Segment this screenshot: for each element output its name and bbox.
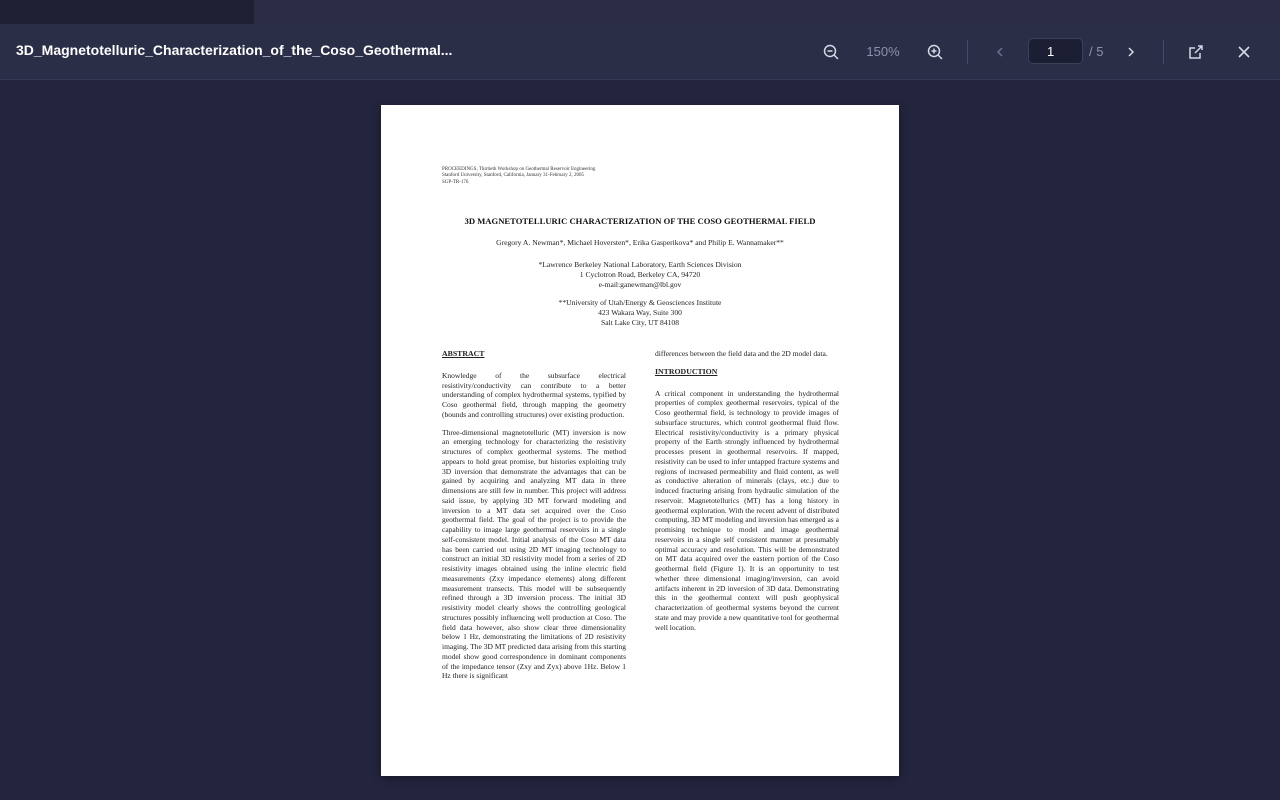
affiliation-line: **University of Utah/Energy & Geosciences Institute: [558, 298, 722, 307]
proceedings-header: [442, 167, 595, 186]
close-viewer-button[interactable]: [1231, 39, 1257, 65]
close-icon: [1237, 45, 1251, 59]
abstract-paragraph: Three-dimensional magnetotelluric (MT) inversion is now an emerging technology for characterizing the resistivity structures of complex geothermal systems. The method appears to hold great promise, but histories exploiting truly 3D inversion that demonstrate the advantages that can be gained by acquiring and analyzing MT data in three dimensions are still few in number. This project will address said issue, by applying 3D MT forward modeling and inversion to a MT data set acquired over the Coso geothermal field. The goal of the project is to provide the capability to image large geothermal reservoirs in a single self-consistent model. Initial analysis of the Coso MT data has been carried out using 2D MT imaging technology to construct an initial 3D resistivity model from a series of 2D resistivity images obtained using the inline electric field measurements (Zxy impedance elements) along different measurement transects. This model will be subsequently refined through a 3D inversion process. The initial 3D resistivity model clearly shows the controlling geological structures possibly influencing well production at Coso. The field data however, also show clear three dimensionality below 1 Hz, demonstrating the limitations of 2D resistivity imaging. The 3D MT predicted data arising from this starting model show good correspondence in dominant components of the impedance tensor (Zxy and Zyx) above 1Hz. Below 1 Hz there is significant: [442, 427, 626, 681]
zoom-out-icon: [823, 44, 839, 60]
introduction-paragraph: A critical component in understanding the hydrothermal properties of complex geothermal reservoirs, typical of the Coso geothermal field, is technology to provide images of subsurface structures, which control geothermal fluid flow. Electrical resistivity/conductivity is a primary physical property of the Earth strongly influenced by hydrothermal processes present in geothermal reservoirs. If mapped, resistivity can be used to infer untapped fracture systems and regions of increased permeability and fluid content, as well as conductive alteration of minerals (clays, etc.) due to induced fracturing arising from hydraulic simulation of the reservoir. Magnetotellurics (MT) has a long history in geothermal exploration. With the recent advent of distributed computing, 3D MT modeling and inversion has emerged as a promising technique to model and image geothermal reservoirs in a single self consistent manner at presumably optimal accuracy and resolution. This will be demonstrated on MT data acquired over the eastern portion of the Coso geothermal field (Figure 1). It is an opportunity to test whether three dimensional imaging/inversion, can avoid artifacts inherent in 2D inversion of 3D data. Demonstrating this in the geothermal context will push geophysical characterization of geothermal systems beyond the current state and may provide a new quantitative tool for geothermal well location.: [655, 388, 839, 632]
background-app-panel: [0, 0, 254, 24]
zoom-out-button[interactable]: [818, 39, 844, 65]
abstract-heading: ABSTRACT: [442, 349, 485, 358]
viewer-toolbar: [0, 24, 1280, 80]
chevron-left-icon: [994, 46, 1006, 58]
header-line: PROCEEDINGS, Thirtieth Workshop on Geothermal Reservoir Engineering: [442, 167, 596, 172]
page-total: / 5: [1089, 44, 1104, 59]
pdf-page: [381, 105, 899, 776]
external-link-icon: [1188, 44, 1204, 60]
next-page-button[interactable]: [1118, 39, 1144, 65]
toolbar-divider: [967, 40, 968, 64]
pdf-viewer-modal: [0, 24, 1280, 800]
introduction-heading: INTRODUCTION: [655, 366, 718, 376]
previous-page-button[interactable]: [987, 39, 1013, 65]
paper-title: 3D MAGNETOTELLURIC CHARACTERIZATION OF THE COSO GEOTHERMAL FIELD: [464, 216, 816, 226]
affiliation-line: *Lawrence Berkeley National Laboratory, Earth Sciences Division: [538, 260, 742, 269]
right-column: [655, 349, 839, 640]
page-number-input[interactable]: [1028, 38, 1083, 64]
background-app-strip: [0, 0, 1280, 24]
toolbar-divider: [1163, 40, 1164, 64]
left-column: [442, 349, 626, 689]
zoom-level: 150%: [866, 44, 900, 59]
zoom-in-button[interactable]: [922, 39, 948, 65]
chevron-right-icon: [1125, 46, 1137, 58]
affiliation-line: 423 Wakara Way, Suite 300: [598, 308, 682, 317]
abstract-continuation: differences between the field data and the 2D model data.: [655, 349, 828, 358]
affiliation-line: Salt Lake City, UT 84108: [600, 318, 680, 327]
header-line: Stanford University, Stanford, California, January 31-February 2, 2005: [442, 173, 585, 179]
header-line: SGP-TR-176: [442, 179, 469, 185]
paper-authors: Gregory A. Newman*, Michael Hoversten*, Erika Gasperikova* and Philip E. Wannamaker**: [496, 238, 784, 247]
abstract-paragraph: Knowledge of the subsurface electrical resistivity/conductivity can contribute to a better understanding of complex hydrothermal systems, typified by Coso geothermal field, through mapping the geometry (bounds and controlling structures) over existing production.: [442, 370, 626, 419]
zoom-in-icon: [927, 44, 943, 60]
affiliation-line: 1 Cyclotron Road, Berkeley CA, 94720: [579, 270, 701, 279]
document-title: 3D_Magnetotelluric_Characterization_of_the_Coso_Geothermal...: [16, 42, 453, 58]
open-external-button[interactable]: [1183, 39, 1209, 65]
affiliation-email: e-mail:ganewman@lbl.gov: [598, 280, 682, 289]
